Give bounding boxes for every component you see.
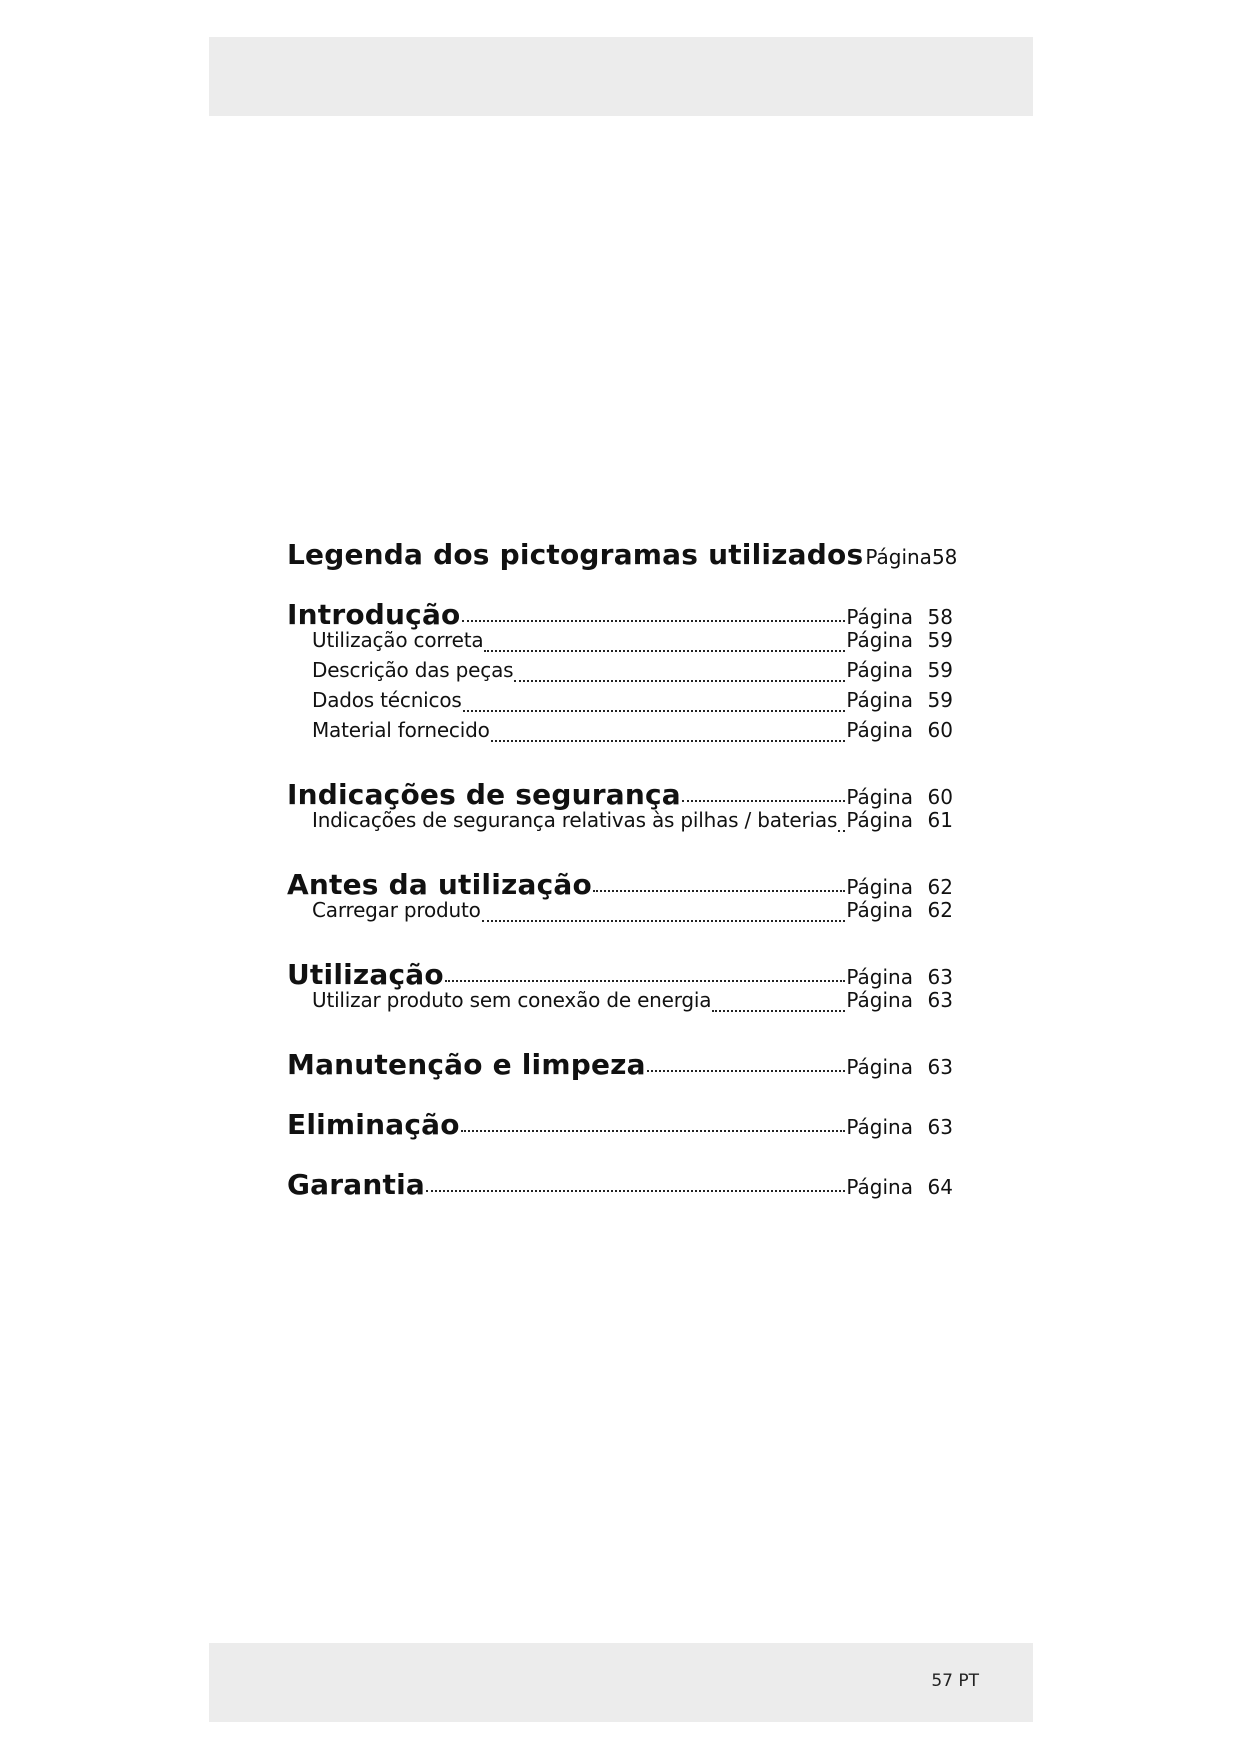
dot-leader: [647, 1070, 846, 1072]
page-label: Página: [846, 718, 913, 742]
toc-entry[interactable]: [287, 958, 953, 991]
page-label: Página: [846, 988, 913, 1012]
toc-entry-title: Eliminação: [287, 1108, 460, 1141]
toc-subentry-title: Carregar produto: [312, 898, 481, 922]
page-label: Página: [846, 785, 913, 809]
dot-leader: [461, 1130, 846, 1132]
page-label: Página: [846, 898, 913, 922]
page-number: 64: [927, 1175, 953, 1199]
toc-subentry[interactable]: [287, 688, 953, 718]
toc-entry-title: Legenda dos pictogramas utilizados: [287, 538, 864, 571]
toc-entry-title: Utilização: [287, 958, 444, 991]
toc-subentry-title: Utilizar produto sem conexão de energia: [312, 988, 712, 1012]
dot-leader: [514, 680, 845, 682]
page-label: Página: [846, 688, 913, 712]
dot-leader: [445, 980, 846, 982]
dot-leader: [682, 800, 846, 802]
toc-subentry[interactable]: [287, 718, 953, 748]
toc-entry-title: Introdução: [287, 598, 461, 631]
toc-subentry-title: Descrição das peças: [312, 658, 514, 682]
toc-subentry[interactable]: [287, 628, 953, 658]
page-label: Página: [865, 545, 932, 569]
dot-leader: [593, 890, 845, 892]
footer-page-number: 57 PT: [931, 1671, 979, 1691]
dot-leader: [462, 620, 846, 622]
footer-band: [209, 1643, 1033, 1722]
page-label: Página: [846, 605, 913, 629]
page-number: 59: [927, 658, 953, 682]
header-band: [209, 37, 1033, 116]
toc-entry-title: Indicações de segurança: [287, 778, 681, 811]
page-label: Página: [846, 628, 913, 652]
toc-entry[interactable]: [287, 598, 953, 631]
page-label: Página: [846, 1175, 913, 1199]
toc-subentry-title: Indicações de segurança relativas às pilhas / baterias: [312, 808, 838, 832]
page-number: 58: [927, 605, 953, 629]
dot-leader: [484, 650, 845, 652]
page-label: Página: [846, 1115, 913, 1139]
page-label: Página: [846, 965, 913, 989]
dot-leader: [463, 710, 846, 712]
page-number: 59: [927, 628, 953, 652]
toc-subentry[interactable]: [287, 898, 953, 928]
toc-subentry-title: Dados técnicos: [312, 688, 462, 712]
toc-subentry[interactable]: [287, 658, 953, 688]
toc-subentry-title: Material fornecido: [312, 718, 490, 742]
table-of-contents: [287, 538, 958, 1201]
toc-entry[interactable]: [287, 1108, 953, 1141]
page-number: 62: [927, 875, 953, 899]
page-label: Página: [846, 875, 913, 899]
dot-leader: [426, 1190, 845, 1192]
page-number: 58: [931, 545, 958, 569]
page-number: 63: [927, 1055, 953, 1079]
dot-leader: [712, 1010, 845, 1012]
page-number: 63: [927, 1115, 953, 1139]
page-label: Página: [846, 658, 913, 682]
page-label: Página: [846, 808, 913, 832]
toc-entry-title: Manutenção e limpeza: [287, 1048, 646, 1081]
page-number: 61: [927, 808, 953, 832]
page-number: 59: [927, 688, 953, 712]
toc-entry[interactable]: [287, 868, 953, 901]
toc-entry[interactable]: [287, 778, 953, 811]
page-number: 60: [927, 785, 953, 809]
toc-entry[interactable]: [287, 1168, 953, 1201]
page-number: 63: [927, 965, 953, 989]
dot-leader: [491, 740, 846, 742]
toc-entry[interactable]: [287, 538, 958, 571]
toc-entry-title: Garantia: [287, 1168, 425, 1201]
dot-leader: [838, 830, 845, 832]
toc-entry[interactable]: [287, 1048, 953, 1081]
page-label: Página: [846, 1055, 913, 1079]
page-number: 60: [927, 718, 953, 742]
dot-leader: [482, 920, 846, 922]
page-number: 63: [927, 988, 953, 1012]
toc-subentry[interactable]: [287, 808, 953, 838]
toc-subentry-title: Utilização correta: [312, 628, 484, 652]
toc-subentry[interactable]: [287, 988, 953, 1018]
page-number: 62: [927, 898, 953, 922]
toc-entry-title: Antes da utilização: [287, 868, 592, 901]
